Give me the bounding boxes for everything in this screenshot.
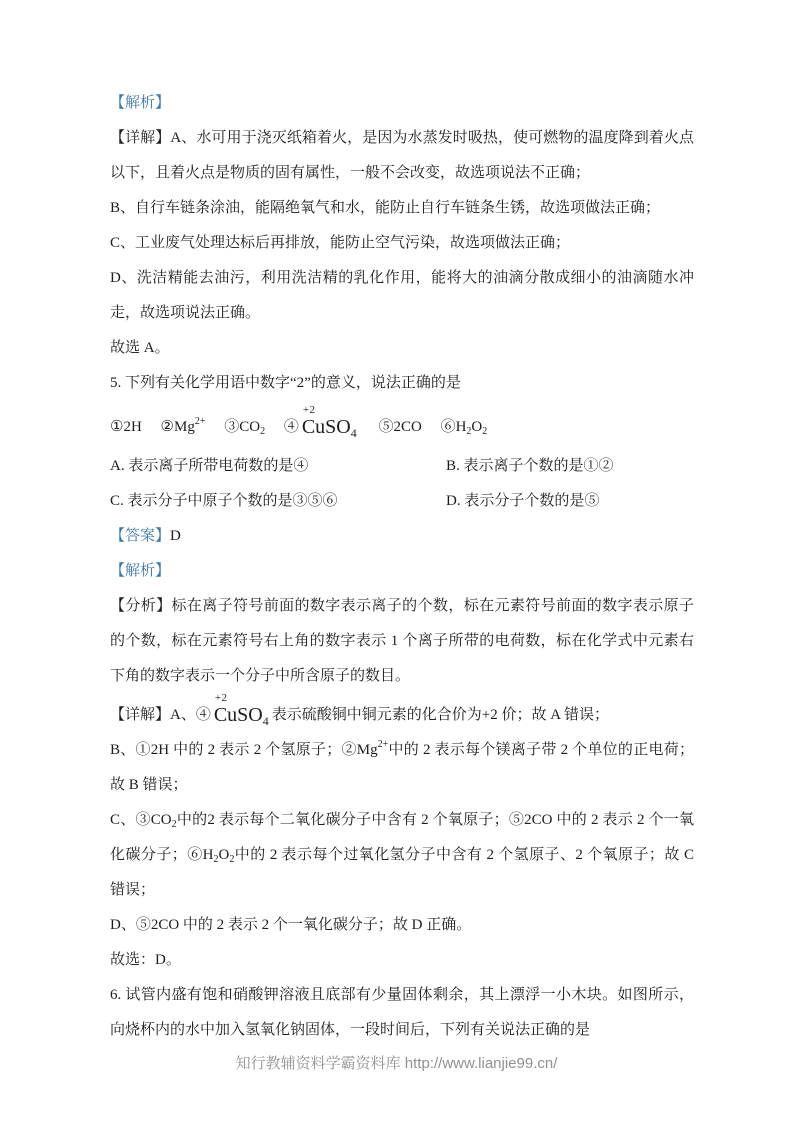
q5-conclusion: 故选：D。 <box>110 952 181 968</box>
q4-detail-option-d: D、洗洁精能去油污，利用洗洁精的乳化作用，能将大的油滴分散成细小的油滴随水冲走，故选项说法正确。 <box>110 270 694 321</box>
q5-answer-label: 【答案】 <box>110 528 171 544</box>
q5-answer-value: D <box>170 528 181 544</box>
q4-analysis-label: 【解析】 <box>110 95 171 111</box>
q5-analysis-label: 【解析】 <box>110 563 171 579</box>
q5-chem-terms: ①2H $②Mg^{2+}$ $③CO_2$ ④ +2 CuSO$_4$ ⑤2CO $⑥H_2O_2$ <box>110 404 488 440</box>
q5-detail-option-a: 【详解】A、④ +2 CuSO$_4$ 表示硫酸铜中铜元素的化合价为+2 价；故 A 错误； <box>110 692 609 728</box>
q5-answer-line <box>110 519 694 554</box>
chem-formula-valence: +2 CuSO$_4$ <box>213 692 269 728</box>
q5-detail-option-c: C、$③CO_2$中的2 表示每个二氧化碳分子中含有 2 个氧原子；⑤2CO 中的 2 表示 2 个一氧化碳分子；$⑥H_2O_2$中的 2 表示每个过氧化氢分子中含有 2 个氢原子、2 个氧原子；故 C 错误； <box>110 812 695 898</box>
q5-options-row-2 <box>110 484 694 519</box>
q6-stem: 6. 试管内盛有饱和硝酸钾溶液且底部有少量固体剩余，其上漂浮一小木块。如图所示，向烧杯内的水中加入氢氧化钠固体，一段时间后，下列有关说法正确的是 <box>110 987 694 1038</box>
q5-detail-option-d: D、⑤2CO 中的 2 表示 2 个一氧化碳分子；故 D 正确。 <box>110 917 472 933</box>
q5-option-b: B. 表示离子个数的是①② <box>446 458 614 474</box>
q4-detail-option-b: B、自行车链条涂油，能隔绝氧气和水，能防止自行车链条生锈，故选项做法正确； <box>110 200 661 216</box>
q4-detail-option-a: 【详解】A、水可用于浇灭纸箱着火，是因为水蒸发时吸热，使可燃物的温度降到着火点以下，且着火点是物质的固有属性，一般不会改变，故选项说法不正确； <box>110 130 694 181</box>
document-body <box>110 86 694 1048</box>
chem-formula-valence: +2 CuSO$_4$ <box>301 404 357 440</box>
q4-detail-option-c: C、工业废气处理达标后再排放，能防止空气污染，故选项做法正确； <box>110 235 571 251</box>
q4-conclusion: 故选 A。 <box>110 340 170 356</box>
q5-analysis-text: 【分析】标在离子符号前面的数字表示离子的个数，标在元素符号前面的数字表示原子的个数，标在元素符号右上角的数字表示 1 个离子所带的电荷数，标在化学式中元素右下角的数字表示一个分子中所含原子的数目。 <box>110 598 694 684</box>
q5-option-c: C. 表示分子中原子个数的是③⑤⑥ <box>110 493 338 509</box>
q5-stem: 5. 下列有关化学用语中数字“2”的意义，说法正确的是 <box>110 375 461 391</box>
q5-option-a: A. 表示离子所带电荷数的是④ <box>110 458 309 474</box>
footer-watermark: 知行教辅资料学霸资料库 http://www.lianjie99.cn/ <box>235 1055 558 1072</box>
q5-option-d: D. 表示分子个数的是⑤ <box>446 493 600 509</box>
q5-detail-option-b: B、①2H 中的 2 表示 2 个氢原子；$②Mg^{2+}$中的 2 表示每个镁离子带 2 个单位的正电荷；故 B 错误； <box>110 739 694 793</box>
q5-options-row-1 <box>110 449 694 484</box>
